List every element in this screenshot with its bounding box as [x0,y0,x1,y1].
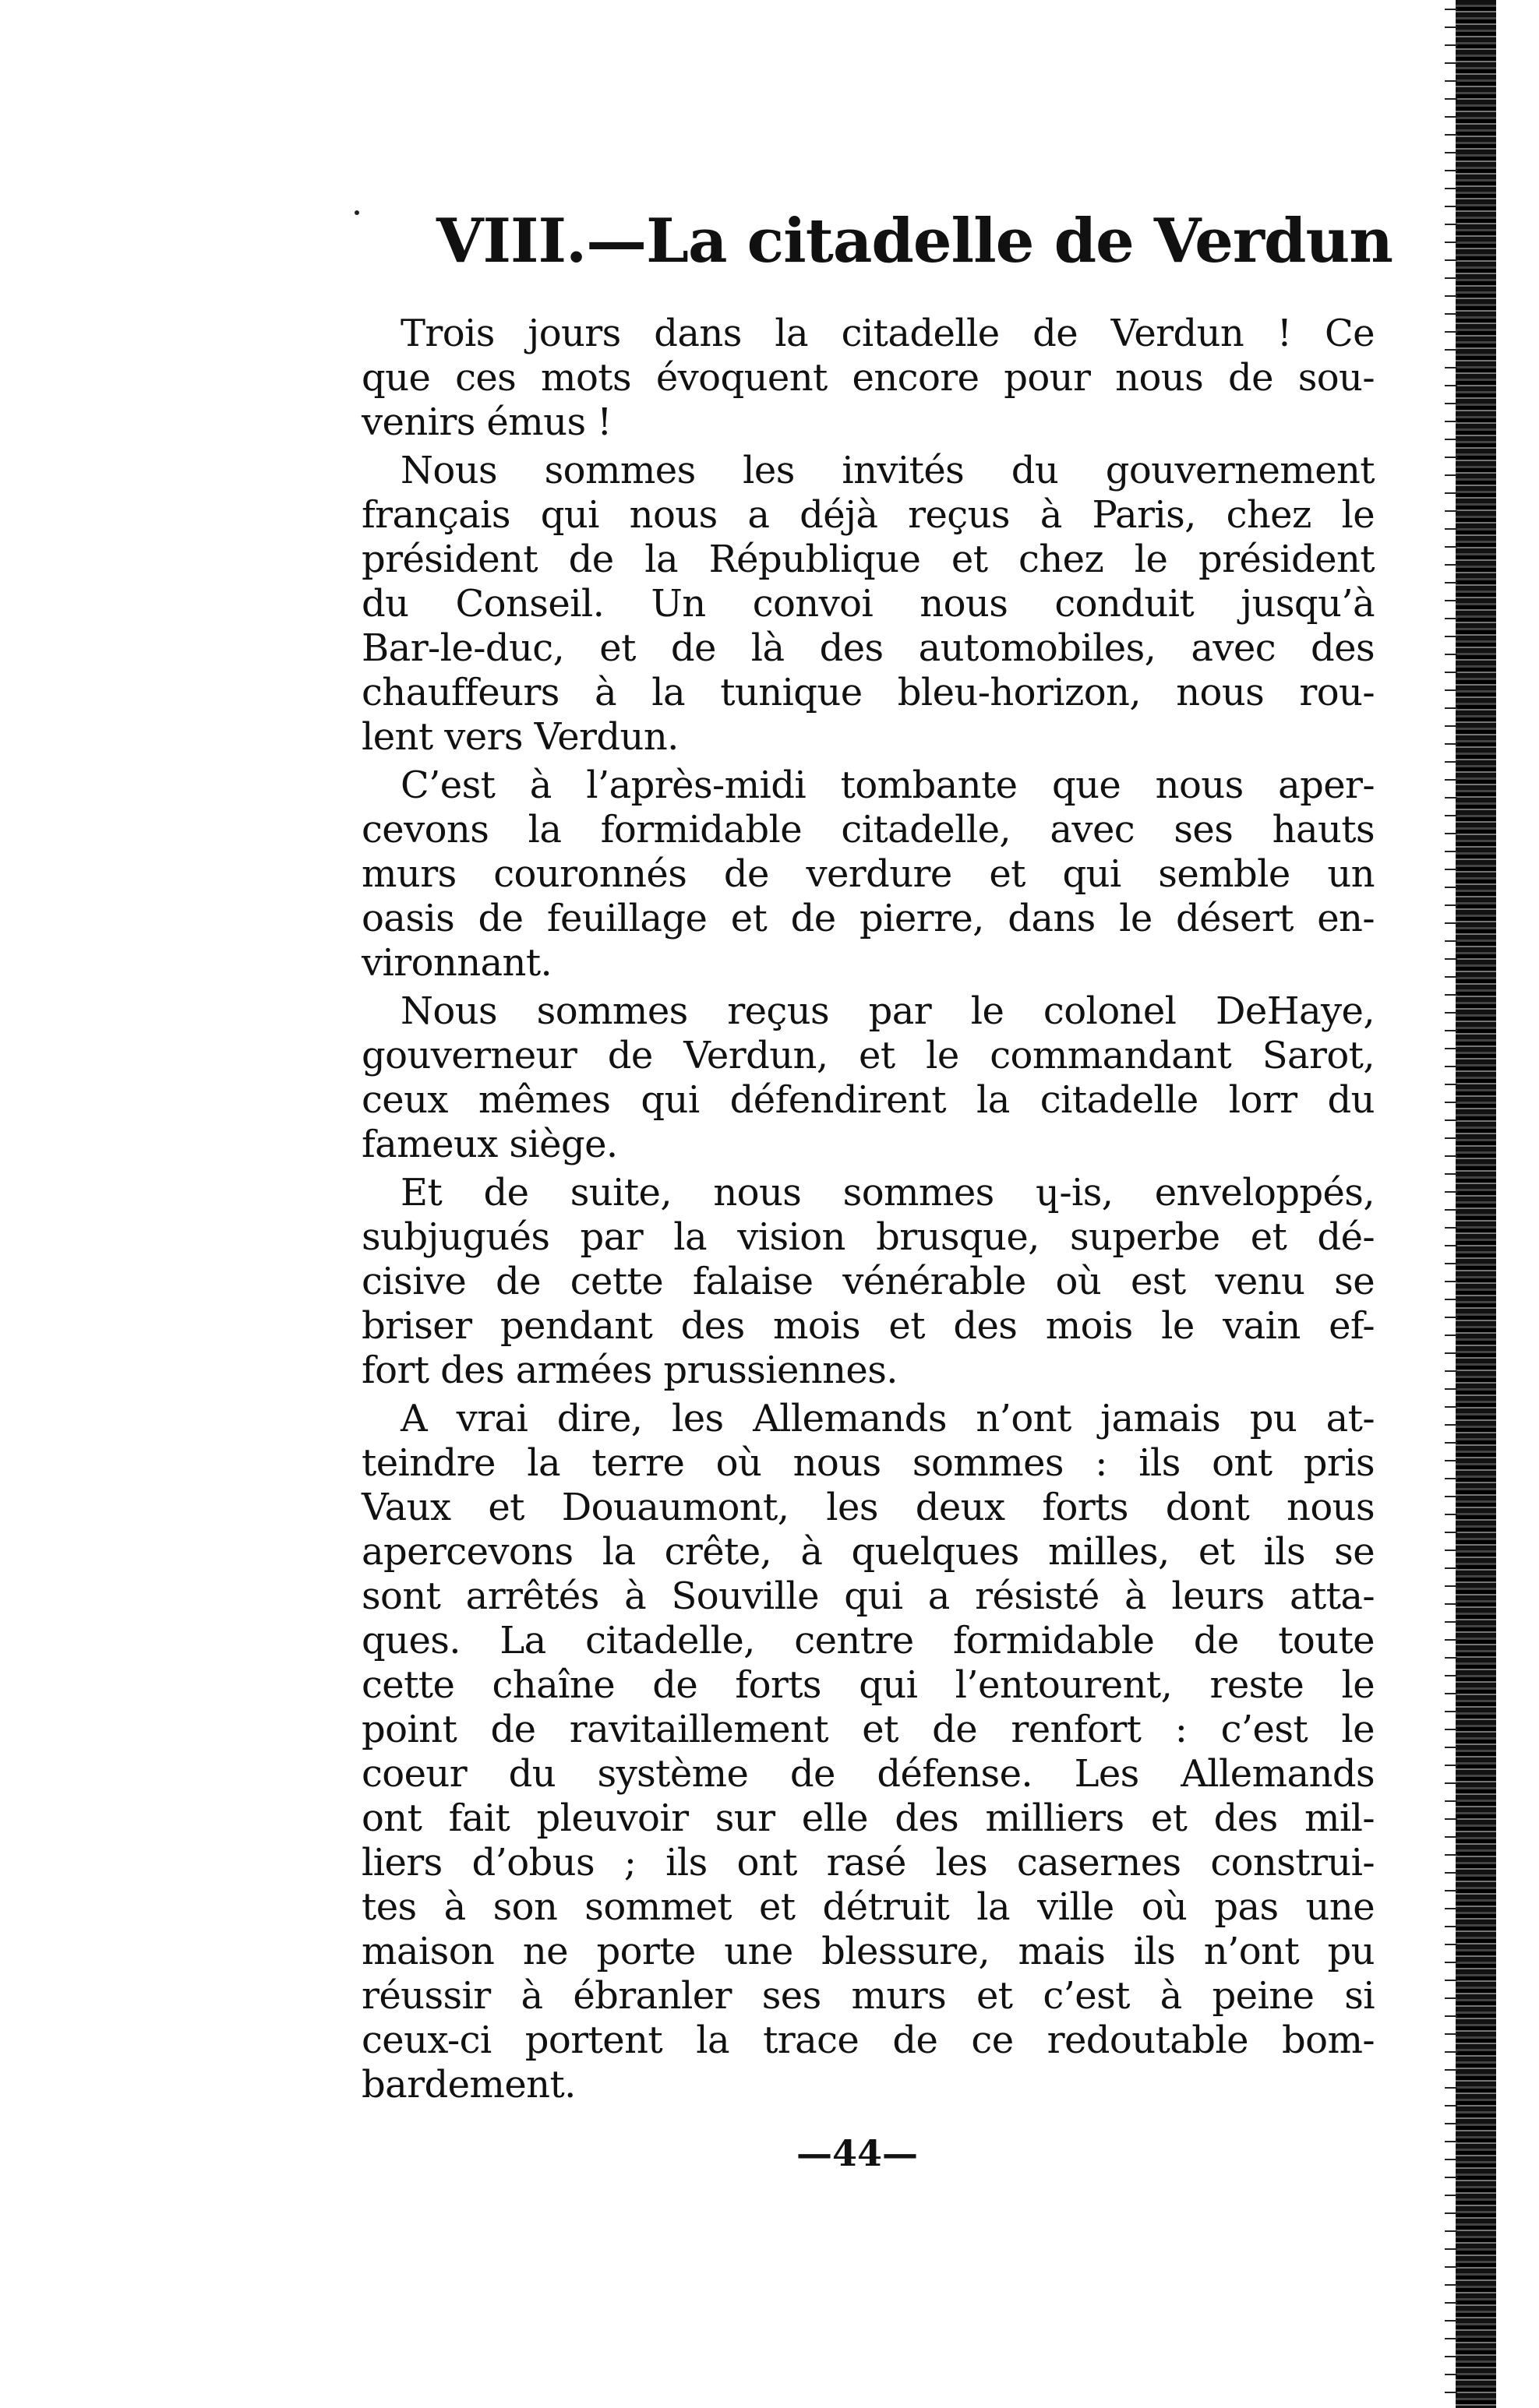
paragraph [362,989,1375,1167]
paragraph [362,763,1375,985]
text-line: Et de suite, nous sommes ɥ-is, enveloppés, [401,1171,1375,1215]
text-line: ceux-ci portent la trace de ce redoutable bom- [362,2018,1375,2062]
text-line: Nous sommes reçus par le colonel DeHaye, [401,989,1375,1033]
scanned-page-edge [1456,0,1496,2408]
text-line: coeur du système de défense. Les Allemands [362,1752,1375,1796]
text-line: président de la République et chez le président [362,538,1375,581]
text-line: bardement. [362,2063,576,2107]
text-line: vironnant. [362,941,552,985]
text-line: réussir à ébranler ses murs et c’est à peine si [362,1974,1375,2018]
chapter-title: VIII.—La citadelle de Verdun [436,206,1393,277]
text-line: Nous sommes les invités du gouvernement [401,449,1375,492]
text-line: C’est à l’après-midi tombante que nous aper- [401,763,1375,807]
text-line: gouverneur de Verdun, et le commandant Sarot, [362,1034,1375,1077]
text-line: que ces mots évoquent encore pour nous de sou- [362,356,1375,400]
text-line: fort des armées prussiennes. [362,1349,898,1392]
paragraph [362,1397,1375,2107]
text-line: cisive de cette falaise vénérable où est venu se [362,1260,1375,1303]
text-line: teindre la terre où nous sommes : ils ont pris [362,1441,1375,1485]
text-line: venirs émus ! [362,400,612,444]
text-line: Bar-le-duc, et de là des automobiles, avec des [362,626,1375,670]
text-line: A vrai dire, les Allemands n’ont jamais pu at- [401,1397,1375,1440]
text-line: Trois jours dans la citadelle de Verdun ! Ce [401,312,1375,355]
page-number: —44— [796,2132,918,2174]
text-line: ceux mêmes qui défendirent la citadelle lorr du [362,1078,1375,1122]
text-line: liers d’obus ; ils ont rasé les casernes construi- [362,1841,1375,1884]
scan-speck [355,210,359,215]
paragraph [362,312,1375,445]
text-line: français qui nous a déjà reçus à Paris, chez le [362,493,1375,537]
paragraph [362,449,1375,760]
text-line: lent vers Verdun. [362,715,679,759]
text-line: fameux siège. [362,1123,618,1166]
text-line: ques. La citadelle, centre formidable de toute [362,1619,1375,1662]
text-line: apercevons la crête, à quelques milles, et ils se [362,1530,1375,1574]
text-line: tes à son sommet et détruit la ville où pas une [362,1885,1375,1929]
text-line: cette chaîne de forts qui l’entourent, reste le [362,1663,1375,1707]
text-line: cevons la formidable citadelle, avec ses hauts [362,808,1375,851]
text-line: sont arrêtés à Souville qui a résisté à leurs atta- [362,1574,1375,1618]
text-line: maison ne porte une blessure, mais ils n’ont pu [362,1930,1375,1973]
text-line: ont fait pleuvoir sur elle des milliers et des mil- [362,1796,1375,1840]
text-line: briser pendant des mois et des mois le vain ef- [362,1304,1375,1348]
text-line: Vaux et Douaumont, les deux forts dont nous [362,1486,1375,1529]
paragraph [362,1171,1375,1393]
text-line: point de ravitaillement et de renfort : c’est le [362,1708,1375,1751]
text-line: subjugués par la vision brusque, superbe et dé- [362,1215,1375,1259]
text-line: oasis de feuillage et de pierre, dans le désert en- [362,897,1375,940]
text-line: chauffeurs à la tunique bleu-horizon, nous rou- [362,671,1375,714]
text-line: murs couronnés de verdure et qui semble un [362,852,1375,896]
body-text [362,312,1375,2111]
text-line: du Conseil. Un convoi nous conduit jusqu’à [362,582,1375,626]
